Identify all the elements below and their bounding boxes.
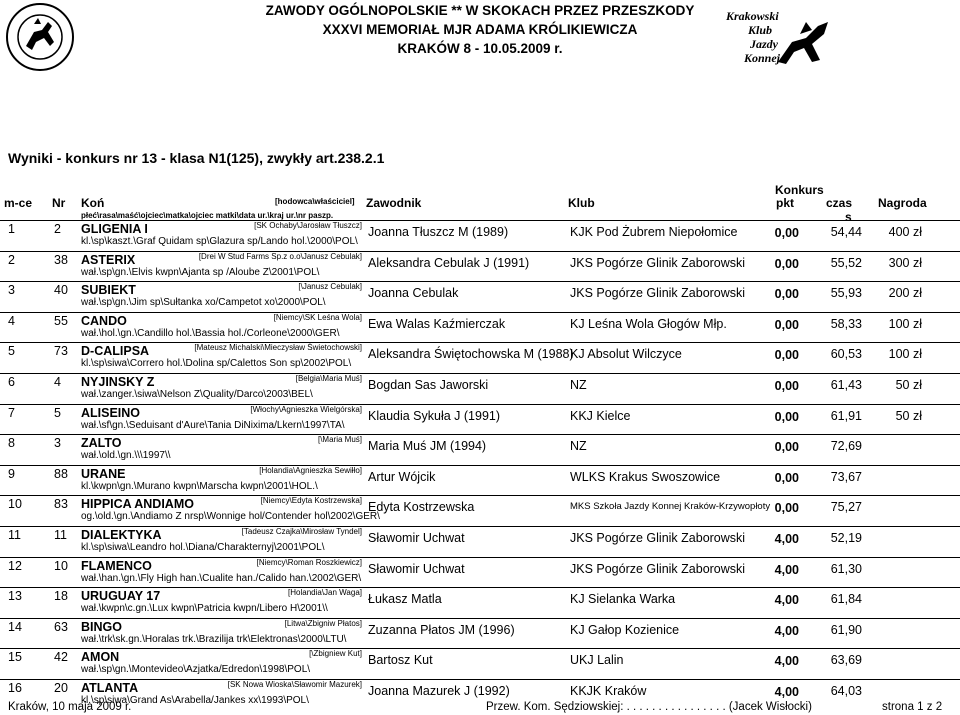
horse-name: URUGUAY 17 bbox=[81, 589, 161, 604]
results-title: Wyniki - konkurs nr 13 - klasa N1(125), zwykły art.238.2.1 bbox=[8, 150, 385, 166]
svg-text:Krakowski: Krakowski bbox=[726, 9, 779, 23]
breeder-owner: [Drei W Stud Farms Sp.z o.o\Janusz Cebulak] bbox=[198, 251, 362, 261]
breeder-owner: [Holandia\Jan Waga] bbox=[288, 588, 362, 598]
start-number: 3 bbox=[54, 436, 61, 451]
horse-description: wał.\kwpn\c.gn.\Lux kwpn\Patricia kwpn/Libero H\2001\\ bbox=[81, 603, 328, 615]
footer-page: strona 1 z 2 bbox=[882, 701, 943, 713]
col-s: s bbox=[845, 210, 852, 224]
start-number: 11 bbox=[54, 528, 67, 542]
rider-name: Ewa Walas Kaźmierczak bbox=[368, 316, 506, 331]
start-number: 40 bbox=[54, 283, 68, 298]
penalty-points: 4,00 bbox=[774, 532, 799, 546]
penalty-points: 0,00 bbox=[774, 501, 799, 516]
row-separator bbox=[0, 251, 960, 252]
rider-name: Klaudia Sykuła J (1991) bbox=[368, 408, 501, 423]
rider-name: Łukasz Matla bbox=[368, 592, 442, 607]
breeder-owner: [Litwa\Zbigniw Płatos] bbox=[284, 618, 362, 628]
club-name: KJ Sielanka Warka bbox=[570, 592, 676, 607]
horse-name: ASTERIX bbox=[81, 252, 136, 267]
horse-description: kl.\sp\siwa\Leandro hol.\Diana/Charakternyj\2001\POL\ bbox=[81, 542, 325, 553]
horse-name: AMON bbox=[81, 650, 120, 665]
time: 54,44 bbox=[830, 225, 862, 239]
club-name: KJ Leśna Wola Głogów Młp. bbox=[570, 316, 727, 331]
penalty-points: 0,00 bbox=[774, 226, 799, 240]
penalty-points: 0,00 bbox=[774, 379, 799, 393]
horse-description: wał.\sf\gn.\Seduisant d'Aure\Tania DiNixima/Lkern\1997\TA\ bbox=[81, 419, 345, 431]
horse-description: kl.\sp\kaszt.\Graf Quidam sp\Glazura sp/Lando hol.\2000\POL\ bbox=[81, 236, 358, 247]
prize: 300 zł bbox=[888, 255, 922, 270]
breeder-owner: [SK Nowa Wioska\Sławomir Mazurek] bbox=[227, 680, 362, 689]
club-name: KKJK Kraków bbox=[570, 684, 647, 698]
placement: 1 bbox=[8, 222, 15, 236]
horse-description: kl.\kwpn\gn.\Murano kwpn\Marscha kwpn\2001\HOL.\ bbox=[81, 480, 318, 492]
row-separator bbox=[0, 495, 960, 496]
col-kon: Koń bbox=[81, 196, 105, 210]
placement: 11 bbox=[8, 528, 21, 542]
breeder-owner: [\Maria Muś] bbox=[317, 435, 362, 445]
col-zawodnik: Zawodnik bbox=[366, 196, 422, 210]
horse-description: wał.\zanger.\siwa\Nelson Z\Quality/Darco\2003\BEL\ bbox=[81, 389, 313, 400]
row-separator bbox=[0, 557, 960, 558]
club-name: MKS Szkoła Jazdy Konnej Kraków-Krzywopłoty bbox=[570, 501, 771, 513]
start-number: 10 bbox=[54, 558, 68, 573]
start-number: 42 bbox=[54, 650, 68, 665]
horse-description: wał.\old.\gn.\\\1997\\ bbox=[81, 450, 171, 462]
penalty-points: 4,00 bbox=[774, 685, 799, 699]
club-name: UKJ Lalin bbox=[570, 653, 624, 668]
row-separator bbox=[0, 342, 960, 343]
placement: 12 bbox=[8, 558, 22, 573]
rider-name: Edyta Kostrzewska bbox=[368, 500, 475, 515]
placement: 14 bbox=[8, 619, 22, 634]
placement: 8 bbox=[8, 436, 15, 451]
col-nagroda: Nagroda bbox=[878, 196, 927, 210]
row-separator bbox=[0, 404, 960, 405]
time: 55,93 bbox=[830, 286, 862, 301]
row-separator bbox=[0, 648, 960, 649]
horse-description: wał.\han.\gn.\Fly High han.\Cualite han./Calido han.\2002\GER\ bbox=[81, 572, 362, 584]
prize: 100 zł bbox=[888, 316, 922, 331]
prize: 50 zł bbox=[895, 378, 922, 392]
penalty-points: 0,00 bbox=[774, 256, 799, 271]
time: 64,03 bbox=[830, 684, 862, 698]
horse-name: BINGO bbox=[81, 619, 122, 634]
row-separator bbox=[0, 281, 960, 282]
rider-name: Aleksandra Cebulak J (1991) bbox=[368, 255, 530, 270]
placement: 6 bbox=[8, 375, 15, 389]
row-separator bbox=[0, 526, 960, 527]
horse-name: D-CALIPSA bbox=[81, 344, 150, 359]
rider-name: Maria Muś JM (1994) bbox=[368, 439, 487, 454]
placement: 16 bbox=[8, 681, 22, 695]
start-number: 4 bbox=[54, 375, 61, 389]
row-separator bbox=[0, 220, 960, 221]
time: 61,90 bbox=[830, 622, 862, 637]
penalty-points: 0,00 bbox=[774, 409, 799, 424]
start-number: 63 bbox=[54, 619, 68, 634]
start-number: 5 bbox=[54, 405, 61, 420]
breeder-owner: [Tadeusz Czajka\Mirosław Tyndel] bbox=[241, 527, 362, 536]
breeder-owner: [Mateusz Michalski\Mieczysław Świetochowski] bbox=[194, 343, 362, 353]
breeder-owner: [Holandia\Agnieszka Sewiłło] bbox=[259, 465, 362, 475]
horse-name: NYJINSKY Z bbox=[81, 375, 155, 389]
penalty-points: 0,00 bbox=[774, 317, 799, 332]
time: 61,84 bbox=[830, 592, 862, 607]
placement: 7 bbox=[8, 405, 15, 420]
horse-description: kl.\sp\siwa\Grand As\Arabella/Jankes xx\1993\POL\ bbox=[81, 695, 309, 706]
col-czas: czas bbox=[826, 196, 853, 210]
penalty-points: 0,00 bbox=[774, 470, 799, 485]
rider-name: Joanna Tłuszcz M (1989) bbox=[368, 225, 509, 239]
horse-description: wał.\hol.\gn.\Candillo hol.\Bassia hol./Corleone\2000\GER\ bbox=[81, 327, 340, 339]
club-name: JKS Pogórze Glinik Zaborowski bbox=[570, 561, 746, 576]
breeder-owner: [SK Ochaby\Jarosław Tłuszcz] bbox=[254, 221, 362, 230]
rider-name: Aleksandra Świętochowska M (1988) bbox=[368, 347, 574, 362]
horse-name: ATLANTA bbox=[81, 681, 139, 695]
row-separator bbox=[0, 312, 960, 313]
start-number: 73 bbox=[54, 344, 68, 359]
placement: 10 bbox=[8, 497, 22, 512]
footer-judge: Przew. Kom. Sędziowskiej: . . . . . . . . . . . . . . . . (Jacek Wisłocki) bbox=[486, 701, 812, 713]
event-title: ZAWODY OGÓLNOPOLSKIE ** W SKOKACH PRZEZ PRZESZKODY bbox=[265, 3, 695, 18]
svg-text:Klub: Klub bbox=[748, 23, 773, 37]
row-separator bbox=[0, 434, 960, 435]
time: 61,43 bbox=[830, 378, 862, 392]
club-name: KJ Absolut Wilczyce bbox=[570, 347, 682, 362]
penalty-points: 4,00 bbox=[774, 593, 799, 608]
penalty-points: 0,00 bbox=[774, 287, 799, 302]
club-name: WLKS Krakus Swoszowice bbox=[570, 469, 721, 484]
rider-name: Joanna Mazurek J (1992) bbox=[368, 684, 510, 698]
time: 58,33 bbox=[830, 316, 862, 331]
club-name: NZ bbox=[570, 439, 587, 454]
row-separator bbox=[0, 587, 960, 588]
time: 52,19 bbox=[830, 531, 862, 545]
penalty-points: 0,00 bbox=[774, 348, 799, 363]
time: 73,67 bbox=[830, 469, 862, 484]
rider-name: Sławomir Uchwat bbox=[368, 561, 465, 576]
club-name: KJK Pod Żubrem Niepołomice bbox=[570, 225, 738, 239]
start-number: 20 bbox=[54, 681, 68, 695]
placement: 5 bbox=[8, 344, 15, 359]
time: 75,27 bbox=[830, 500, 862, 515]
horse-name: URANE bbox=[81, 466, 126, 481]
prize: 400 zł bbox=[888, 225, 922, 239]
event-memorial: XXXVI MEMORIAŁ MJR ADAMA KRÓLIKIEWICZA bbox=[322, 22, 638, 37]
start-number: 55 bbox=[54, 313, 68, 328]
penalty-points: 4,00 bbox=[774, 623, 799, 638]
horse-description: kl.\sp\siwa\Correro hol.\Dolina sp/Calettos Son sp\2002\POL\ bbox=[81, 358, 352, 370]
start-number: 88 bbox=[54, 466, 68, 481]
rider-name: Bogdan Sas Jaworski bbox=[368, 378, 489, 392]
placement: 15 bbox=[8, 650, 22, 665]
horse-name: DIALEKTYKA bbox=[81, 528, 162, 542]
placement: 9 bbox=[8, 466, 15, 481]
col-konkurs: Konkurs bbox=[775, 183, 824, 197]
footer-date: Kraków, 10 maja 2009 r. bbox=[8, 701, 132, 713]
breeder-owner: [Belgia\Maria Muś] bbox=[295, 374, 362, 383]
start-number: 83 bbox=[54, 497, 68, 512]
breeder-owner: [Niemcy\Roman Roszkiewicz] bbox=[256, 557, 362, 567]
rider-name: Bartosz Kut bbox=[368, 653, 433, 668]
penalty-points: 4,00 bbox=[774, 562, 799, 577]
breeder-owner: [\Zbigniew Kut] bbox=[309, 649, 362, 659]
horse-name: CANDO bbox=[81, 313, 127, 328]
placement: 3 bbox=[8, 283, 15, 298]
horse-description: wał.\trk\sk.gn.\Horalas trk.\Brazilija trk\Elektronas\2000\LTU\ bbox=[81, 633, 347, 645]
start-number: 18 bbox=[54, 589, 68, 604]
svg-text:Jazdy: Jazdy bbox=[750, 37, 778, 51]
row-separator bbox=[0, 373, 960, 374]
time: 63,69 bbox=[830, 653, 862, 668]
svg-text:Konnej: Konnej bbox=[744, 51, 781, 65]
breeder-owner: [\Janusz Cebulak] bbox=[298, 282, 362, 292]
kkjk-logo bbox=[708, 4, 838, 64]
time: 61,30 bbox=[830, 561, 862, 576]
horse-description: wał.\sp\gn.\Montevideo\Azjatka/Edredon\1998\POL\ bbox=[81, 664, 311, 676]
club-name: JKS Pogórze Glinik Zaborowski bbox=[570, 531, 746, 545]
horse-name: SUBIEKT bbox=[81, 283, 136, 298]
horse-description: wał.\sp\gn.\Elvis kwpn\Ajanta sp /Aloube Z\2001\POL\ bbox=[81, 266, 320, 278]
horse-name: FLAMENCO bbox=[81, 558, 152, 573]
start-number: 2 bbox=[54, 222, 61, 236]
rider-name: Artur Wójcik bbox=[368, 469, 436, 484]
breeder-owner: [Włochy\Agnieszka Wielgórska] bbox=[250, 404, 362, 414]
rider-name: Zuzanna Płatos JM (1996) bbox=[368, 622, 515, 637]
breeder-owner: [Niemcy\Edyta Kostrzewska] bbox=[260, 496, 362, 506]
club-name: KKJ Kielce bbox=[570, 408, 631, 423]
horse-name: HIPPICA ANDIAMO bbox=[81, 497, 194, 512]
placement: 13 bbox=[8, 589, 22, 604]
penalty-points: 4,00 bbox=[774, 654, 799, 669]
row-separator bbox=[0, 679, 960, 680]
horse-description: og.\old.\gn.\Andiamo Z nrsp\Wonnige hol/Contender hol\2002\GER\ bbox=[81, 511, 380, 523]
rider-name: Sławomir Uchwat bbox=[368, 531, 465, 545]
placement: 2 bbox=[8, 252, 15, 267]
row-separator bbox=[0, 465, 960, 466]
penalty-points: 0,00 bbox=[774, 440, 799, 455]
horse-description: wał.\sp\gn.\Jim sp\Sułtanka xo/Campetot xo\2000\POL\ bbox=[81, 297, 326, 309]
club-name: KJ Gałop Kozienice bbox=[570, 622, 680, 637]
horse-name: GLIGENIA I bbox=[81, 222, 148, 236]
prize: 50 zł bbox=[895, 408, 922, 423]
col-pkt: pkt bbox=[776, 196, 794, 210]
club-name: JKS Pogórze Glinik Zaborowski bbox=[570, 255, 746, 270]
prize: 200 zł bbox=[888, 286, 922, 301]
row-separator bbox=[0, 618, 960, 619]
time: 72,69 bbox=[830, 439, 862, 454]
col-desc-hint: płeć\rasa\maść\ojciec\matka\ojciec matki\data ur.\kraj ur.\nr paszp. bbox=[81, 211, 334, 220]
time: 61,91 bbox=[830, 408, 862, 423]
rider-name: Joanna Cebulak bbox=[368, 286, 459, 301]
breeder-owner: [Niemcy\SK Leśna Wola] bbox=[273, 312, 362, 322]
time: 60,53 bbox=[830, 347, 862, 362]
time: 55,52 bbox=[830, 255, 862, 270]
horse-name: ZALTO bbox=[81, 436, 122, 451]
col-nr: Nr bbox=[52, 196, 66, 210]
horse-name: ALISEINO bbox=[81, 405, 141, 420]
prize: 100 zł bbox=[888, 347, 922, 362]
col-owner-hint: [hodowca\właściciel] bbox=[275, 197, 355, 206]
event-place-date: KRAKÓW 8 - 10.05.2009 r. bbox=[397, 41, 563, 56]
start-number: 38 bbox=[54, 252, 68, 267]
col-klub: Klub bbox=[568, 196, 595, 210]
placement: 4 bbox=[8, 313, 15, 328]
club-name: NZ bbox=[570, 378, 587, 392]
col-mce: m-ce bbox=[4, 196, 33, 210]
club-name: JKS Pogórze Glinik Zaborowski bbox=[570, 286, 746, 301]
